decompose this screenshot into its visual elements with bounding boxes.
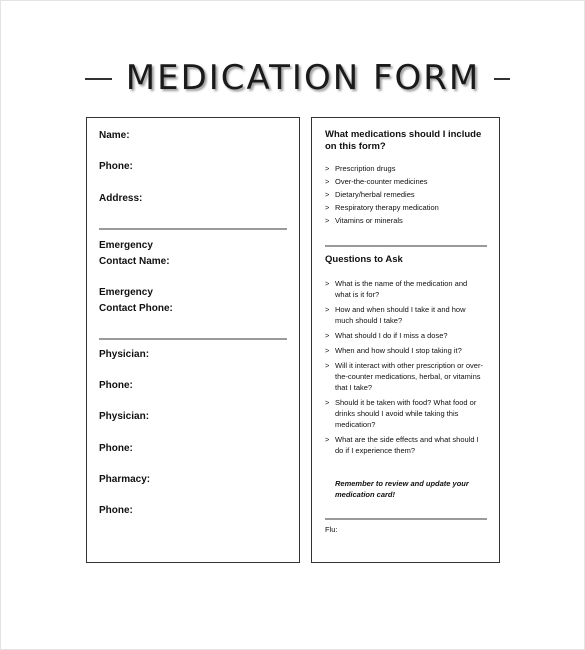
medications-list [325, 163, 485, 228]
info-panel [311, 117, 500, 563]
page-title: MEDICATION FORM [125, 58, 481, 98]
questions-heading: Questions to Ask [325, 254, 403, 265]
list-item: > What should I do if I miss a dose? [325, 331, 448, 340]
title-rule-right [494, 78, 510, 80]
pharmacy-phone-label: Phone: [99, 505, 133, 516]
section-divider [325, 518, 487, 520]
section-divider [99, 228, 287, 230]
emergency-contact-name-label: Emergency Contact Name: [99, 240, 170, 267]
list-item: > When and how should I stop taking it? [325, 346, 462, 355]
second-physician-phone-label: Phone: [99, 443, 133, 454]
address-label: Address: [99, 193, 143, 204]
list-item: > Will it interact with other prescription or over-the-counter medications, herbal, or vitamins that I take? [325, 361, 483, 392]
bullet-marker: > [325, 346, 330, 355]
list-item: > What are the side effects and what should I do if I experience them? [325, 435, 479, 455]
reminder-note: Remember to review and update your medication card! [335, 479, 469, 499]
bullet-marker: > [325, 361, 330, 370]
medications-heading: What medications should I include on this form? [325, 129, 482, 152]
physician-phone-label: Phone: [99, 380, 133, 391]
section-divider [99, 338, 287, 340]
list-item: > Prescription drugs [325, 164, 396, 173]
list-item: > How and when should I take it and how much should I take? [325, 305, 466, 325]
pharmacy-label: Pharmacy: [99, 474, 151, 485]
bullet-marker: > [325, 216, 330, 225]
bullet-marker: > [325, 164, 330, 173]
bullet-marker: > [325, 203, 330, 212]
contact-info-panel [86, 117, 300, 563]
physician-label: Physician: [99, 349, 150, 360]
emergency-contact-phone-label: Emergency Contact Phone: [99, 287, 173, 314]
second-physician-label: Physician: [99, 411, 150, 422]
phone-label: Phone: [99, 161, 133, 172]
bullet-marker: > [325, 305, 330, 314]
bullet-marker: > [325, 177, 330, 186]
list-item: > Vitamins or minerals [325, 216, 403, 225]
bullet-marker: > [325, 190, 330, 199]
list-item: > Respiratory therapy medication [325, 203, 439, 212]
bullet-marker: > [325, 398, 330, 407]
bullet-marker: > [325, 435, 330, 444]
title-row [0, 56, 585, 100]
list-item: > Over-the-counter medicines [325, 177, 428, 186]
flu-label: Flu: [325, 525, 338, 534]
title-rule-left [85, 78, 112, 80]
list-item: > Should it be taken with food? What food or drinks should I avoid while taking this medication? [325, 398, 477, 429]
section-divider [325, 245, 487, 247]
bullet-marker: > [325, 279, 330, 288]
list-item: > What is the name of the medication and what is it for? [325, 279, 468, 299]
questions-list [325, 278, 485, 460]
name-label: Name: [99, 130, 130, 141]
bullet-marker: > [325, 331, 330, 340]
list-item: > Dietary/herbal remedies [325, 190, 415, 199]
